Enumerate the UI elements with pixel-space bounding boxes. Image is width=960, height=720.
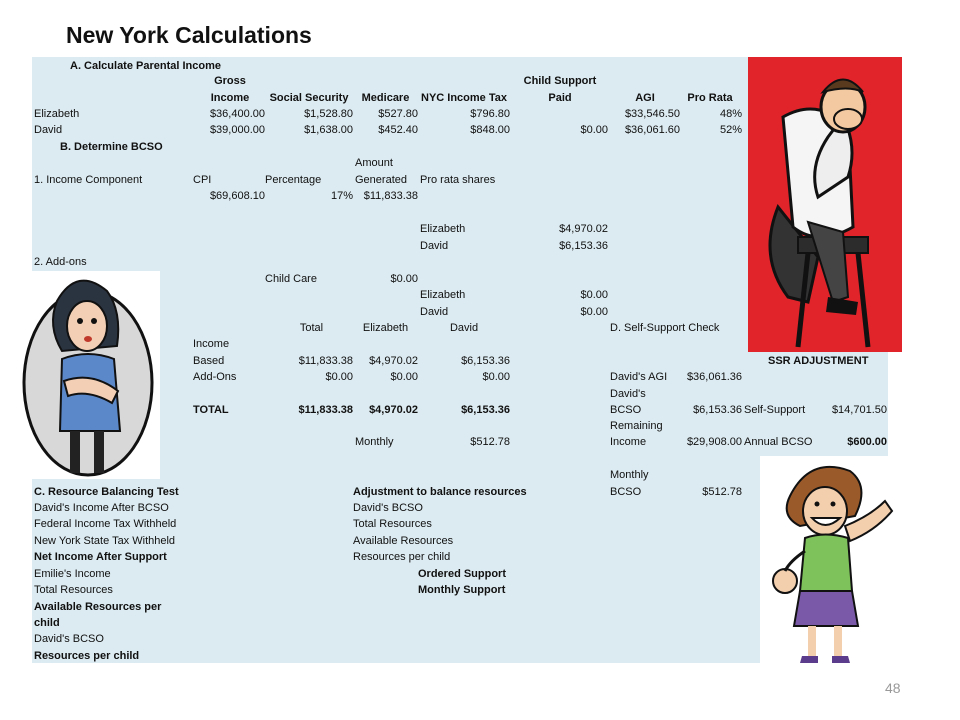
agi-value: $36,061.60 <box>624 124 680 136</box>
adjust-item-bcso: David's BCSO <box>353 502 423 514</box>
adjust-item-total: Total Resources <box>353 518 432 530</box>
ss-value: $1,528.80 <box>304 108 353 120</box>
add-ons-total: $0.00 <box>325 371 353 383</box>
income-based-label-2: Based <box>193 355 225 367</box>
cpi-label: CPI <box>193 174 212 186</box>
header-pro-rata: Pro Rata <box>687 92 733 104</box>
total-david: $6,153.36 <box>461 404 510 416</box>
amount-value: $11,833.38 <box>363 190 418 202</box>
col-david: David <box>449 322 479 334</box>
add-ons-label: 2. Add-ons <box>34 256 87 268</box>
share-name: David <box>420 240 449 252</box>
pro-rata-shares-label: Pro rata shares <box>420 174 496 186</box>
c-item-income-after-bcso: David's Income After BCSO <box>34 502 169 514</box>
pro-rata-value: 48% <box>719 108 742 120</box>
ssr-heading: SSR ADJUSTMENT <box>768 355 869 367</box>
happy-woman-image <box>760 456 920 666</box>
ordered-support: Ordered Support <box>418 568 507 580</box>
row-name: Elizabeth <box>34 108 80 120</box>
header-medicare: Medicare <box>361 92 410 104</box>
pro-rata-value: 52% <box>719 124 742 136</box>
monthly-value: $512.78 <box>470 436 510 448</box>
monthly-label: Monthly <box>355 436 394 448</box>
slide-title: New York Calculations <box>66 22 312 48</box>
remaining-income-label: Remaining <box>610 420 663 432</box>
annual-bcso-value: $600.00 <box>847 436 887 448</box>
share-value: $4,970.02 <box>559 223 608 235</box>
section-a-heading: A. Calculate Parental Income <box>70 60 221 72</box>
percentage-label: Percentage <box>265 174 322 186</box>
total-label: TOTAL <box>193 404 229 416</box>
c-item-david-bcso: David's BCSO <box>34 633 104 645</box>
header-gross-2: Income <box>210 92 250 104</box>
c-item-available-resources: Available Resources per <box>34 601 162 613</box>
monthly-support: Monthly Support <box>418 584 506 596</box>
david-bcso-label-2: BCSO <box>610 404 642 416</box>
income-component-label: 1. Income Component <box>34 174 143 186</box>
header-social-security: Social Security <box>269 92 349 104</box>
agi-value: $33,546.50 <box>624 108 680 120</box>
header-child-support-2: Paid <box>548 92 572 104</box>
total-elizabeth: $4,970.02 <box>369 404 418 416</box>
income-based-david: $6,153.36 <box>461 355 510 367</box>
child-care-label: Child Care <box>265 273 317 285</box>
remaining-income-label-2: Income <box>610 436 647 448</box>
monthly-bcso-label-2: BCSO <box>610 486 642 498</box>
david-agi-value: $36,061.36 <box>686 371 742 383</box>
c-item-emilie-income: Emilie's Income <box>34 568 111 580</box>
self-support-value: $14,701.50 <box>831 404 887 416</box>
cs-value: $0.00 <box>580 124 608 136</box>
add-ons-david: $0.00 <box>482 371 510 383</box>
header-agi: AGI <box>635 92 655 104</box>
section-b-heading: B. Determine BCSO <box>60 141 163 153</box>
remaining-income-value: $29,908.00 <box>686 436 742 448</box>
section-c-heading: C. Resource Balancing Test <box>34 486 179 498</box>
header-nyc-tax: NYC Income Tax <box>421 92 507 104</box>
percentage-value: 17% <box>330 190 353 202</box>
c-item-federal-tax: Federal Income Tax Withheld <box>34 518 177 530</box>
c-item-ny-tax: New York State Tax Withheld <box>34 535 176 547</box>
worried-woman-image <box>22 271 160 479</box>
adjust-item-per-child: Resources per child <box>353 551 451 563</box>
nyc-value: $848.00 <box>470 124 510 136</box>
addon-share-value: $0.00 <box>580 306 608 318</box>
addon-share-name: David <box>420 306 449 318</box>
income-based-label: Income <box>193 338 230 350</box>
add-ons-row-label: Add-Ons <box>193 371 237 383</box>
annual-bcso-label: Annual BCSO <box>744 436 813 448</box>
section-d-heading: D. Self-Support Check <box>610 322 720 334</box>
child-care-value: $0.00 <box>390 273 418 285</box>
page-number: 48 <box>885 680 901 696</box>
income-based-elizabeth: $4,970.02 <box>369 355 418 367</box>
c-item-available-resources-2: child <box>34 617 60 629</box>
c-item-net-income: Net Income After Support <box>34 551 167 563</box>
total-total: $11,833.38 <box>298 404 353 416</box>
nyc-value: $796.80 <box>470 108 510 120</box>
amount-label: Amount <box>355 157 393 169</box>
cpi-value: $69,608.10 <box>209 190 265 202</box>
add-ons-elizabeth: $0.00 <box>390 371 418 383</box>
share-value: $6,153.36 <box>559 240 608 252</box>
c-item-resources-per-child: Resources per child <box>34 650 140 662</box>
gross-value: $36,400.00 <box>209 108 265 120</box>
medicare-value: $452.40 <box>378 124 418 136</box>
addon-share-value: $0.00 <box>580 289 608 301</box>
share-name: Elizabeth <box>420 223 466 235</box>
col-total: Total <box>299 322 324 334</box>
monthly-bcso-label: Monthly <box>610 469 649 481</box>
addon-share-name: Elizabeth <box>420 289 466 301</box>
income-based-total: $11,833.38 <box>298 355 353 367</box>
col-elizabeth: Elizabeth <box>362 322 409 334</box>
david-agi-label: David's AGI <box>610 371 668 383</box>
david-bcso-label: David's <box>610 388 646 400</box>
stressed-man-image <box>748 57 902 352</box>
header-child-support: Child Support <box>523 75 597 87</box>
row-name: David <box>34 124 63 136</box>
amount-label-2: Generated <box>355 174 407 186</box>
gross-value: $39,000.00 <box>209 124 265 136</box>
david-bcso-value: $6,153.36 <box>693 404 742 416</box>
self-support-label: Self-Support <box>744 404 806 416</box>
c-item-total-resources: Total Resources <box>34 584 113 596</box>
adjust-heading: Adjustment to balance resources <box>353 486 527 498</box>
header-gross: Gross <box>214 75 246 87</box>
monthly-bcso-value: $512.78 <box>702 486 742 498</box>
adjust-item-available: Available Resources <box>353 535 454 547</box>
medicare-value: $527.80 <box>378 108 418 120</box>
ss-value: $1,638.00 <box>304 124 353 136</box>
